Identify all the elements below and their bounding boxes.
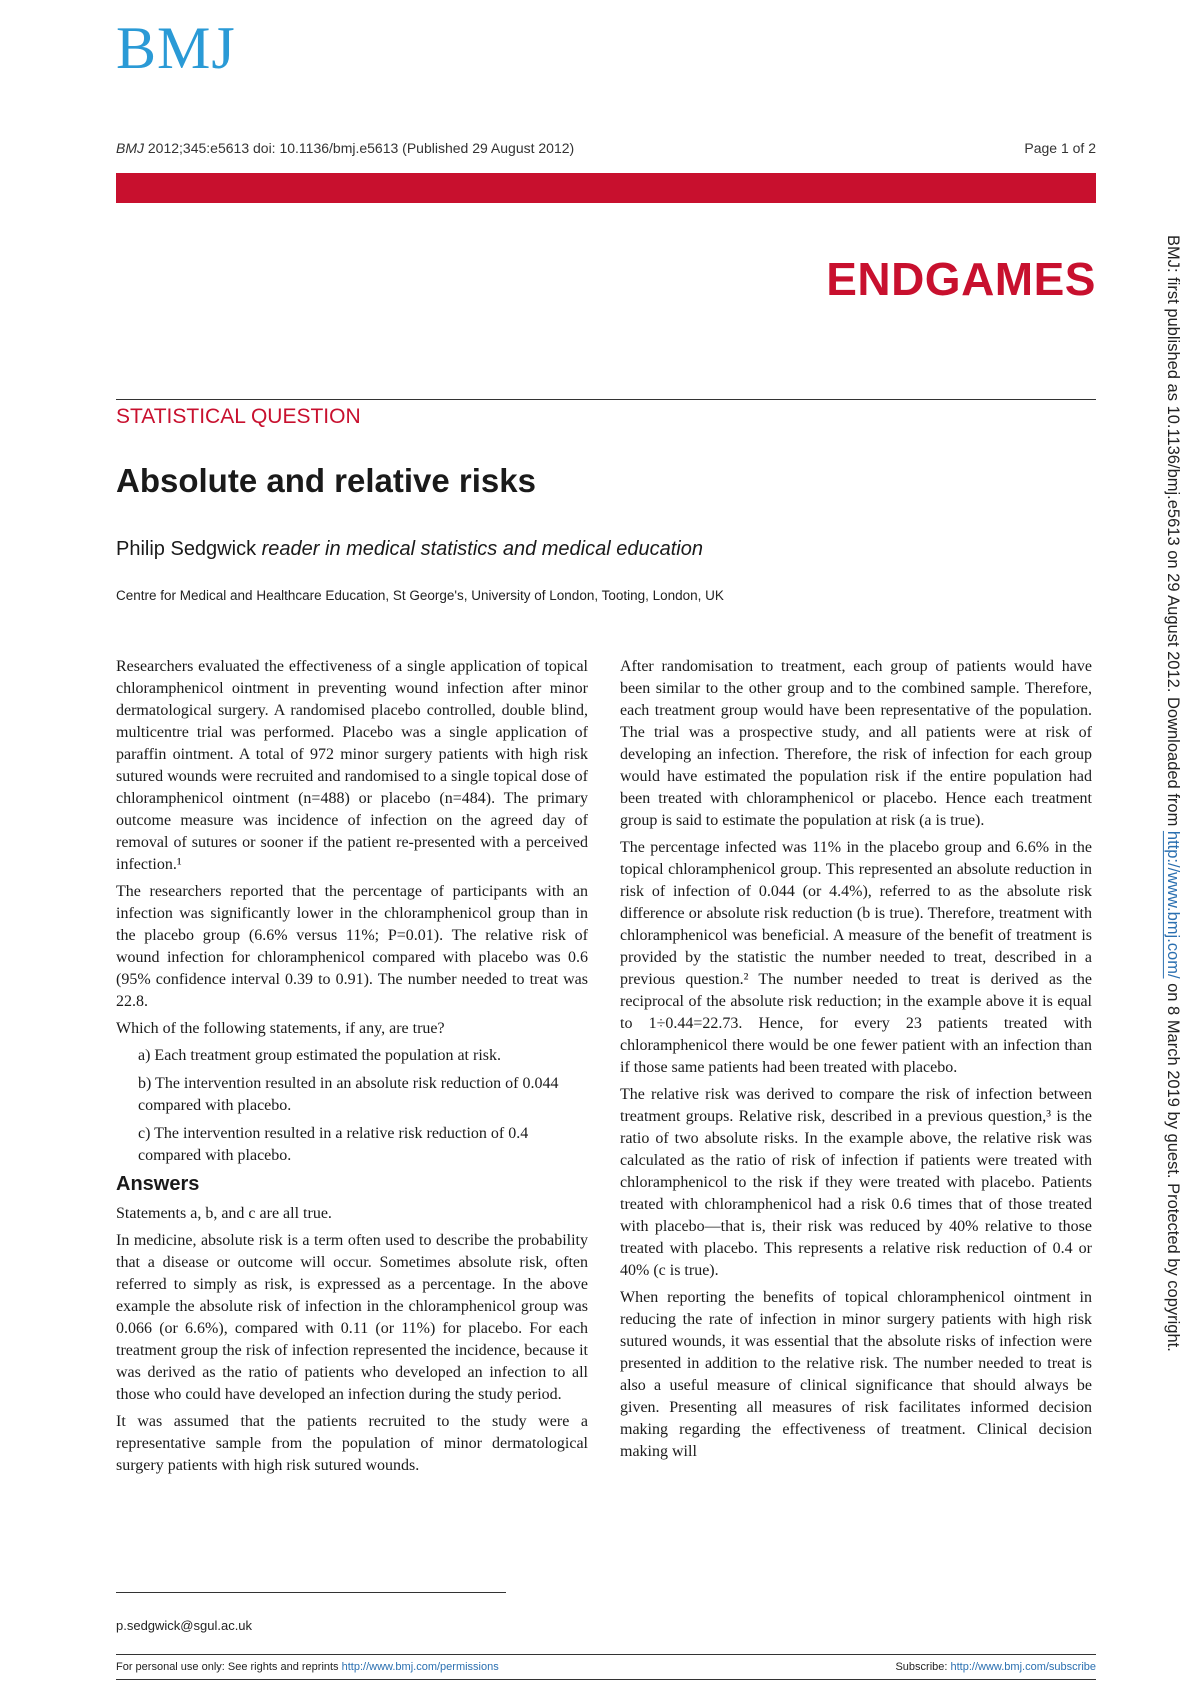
right-column xyxy=(620,656,1092,1468)
page-number: Page 1 of 2 xyxy=(1024,140,1096,156)
author-name: Philip Sedgwick xyxy=(116,538,262,560)
article-title: Absolute and relative risks xyxy=(116,462,536,499)
bmj-home-link[interactable]: http://www.bmj.com/ xyxy=(1164,830,1182,979)
body-paragraph: The relative risk was derived to compare the risk of infection between treatment groups. Relative risk, described in a previous question,³ is the ratio of two absolute risks. In the example above, the relative risk was calculated as the ratio of risk of infection if patients were treated with chloramphenicol to the risk if they were treated with placebo. Patients treated with chloramphenicol had a risk 0.6 times that of those treated with placebo—that is, their risk was reduced by 40% relative to those treated with placebo. This represents a relative risk reduction of 0.4 or 40% (c is true). xyxy=(620,1086,1092,1279)
left-column xyxy=(116,656,588,1482)
statement-b: b) The intervention resulted in an absolute risk reduction of 0.044 compared with placebo. xyxy=(138,1075,559,1114)
citation-text: 2012;345:e5613 doi: 10.1136/bmj.e5613 (Published 29 August 2012) xyxy=(144,140,575,156)
statement-c: c) The intervention resulted in a relative risk reduction of 0.4 compared with placebo. xyxy=(138,1125,529,1164)
permissions-link[interactable]: http://www.bmj.com/permissions xyxy=(341,1661,499,1673)
citation-line xyxy=(116,140,1096,156)
body-paragraph: In medicine, absolute risk is a term often used to describe the probability that a disease or outcome will occur. Sometimes absolute risk, often referred to simply as risk, is expressed as a percentage. In the above example the absolute risk of infection in the chloramphenicol group was 0.066 (or 6.6%), compared with 0.11 (or 11%) for placebo. For each treatment group the risk of infection represented the incidence, because it was derived as the ratio of patients who developed an infection to all those who could have developed an infection during the study period. xyxy=(116,1232,588,1403)
journal-name: BMJ xyxy=(116,140,144,156)
footer-subscribe xyxy=(895,1655,1096,1679)
body-paragraph: The researchers reported that the percentage of participants with an infection was significantly lower in the chloramphenicol group than in the placebo group (6.6% versus 11%; P=0.01). The relative risk of wound infection for chloramphenicol compared with placebo was 0.6 (95% confidence interval 0.39 to 0.91). The number needed to treat was 22.8. xyxy=(116,883,588,1010)
subscribe-link[interactable]: http://www.bmj.com/subscribe xyxy=(950,1661,1096,1673)
author-line xyxy=(116,538,703,561)
section-divider xyxy=(116,399,1096,400)
statement-a: a) Each treatment group estimated the population at risk. xyxy=(138,1047,501,1064)
question-prompt: Which of the following statements, if any, are true? xyxy=(116,1020,445,1037)
answers-heading: Answers xyxy=(116,1173,200,1195)
footer-subscribe-text: Subscribe: xyxy=(895,1661,951,1673)
body-paragraph: Researchers evaluated the effectiveness of a single application of topical chloramphenicol ointment in preventing wound infection after minor dermatological surgery. A randomised placebo controlled, double blind, multicentre trial was performed. Placebo was a single application of paraffin ointment. A total of 972 minor surgery patients with high risk sutured wounds were recruited and randomised to a single topical dose of chloramphenicol ointment (n=488) or placebo (n=484). The primary outcome measure was incidence of infection on the agreed day of removal of sutures or sooner if the patient re-presented with a perceived infection.¹ xyxy=(116,658,588,873)
bmj-logo: BMJ xyxy=(116,15,236,81)
answers-summary: Statements a, b, and c are all true. xyxy=(116,1205,332,1222)
body-paragraph: After randomisation to treatment, each group of patients would have been similar to the other group and to the combined sample. Therefore, each treatment group would have been representative of the population. The trial was a prospective study, and all patients were at risk of developing an infection. Therefore, the risk of infection for each group would have estimated the population risk if the entire population had been treated with chloramphenicol or placebo. Hence each treatment group is said to estimate the population at risk (a is true). xyxy=(620,658,1092,829)
author-role: reader in medical statistics and medical education xyxy=(261,538,703,560)
body-paragraph: The percentage infected was 11% in the placebo group and 6.6% in the topical chloramphenicol group. This represented an absolute reduction in risk of infection of 0.044 (or 4.4%), referred to as the absolute risk difference or absolute risk reduction (b is true). Therefore, treatment with chloramphenicol was beneficial. A measure of the benefit of treatment is provided by the statistic the number needed to treat, described in a previous question.² The number needed to treat is derived as the reciprocal of the absolute risk reduction; in the example above it is equal to 1÷0.44=22.73. Hence, for every 23 patients treated with chloramphenicol there would be one fewer patient with an infection than if those same patients had been treated with placebo. xyxy=(620,839,1092,1076)
header-red-bar xyxy=(116,173,1096,203)
body-paragraph: It was assumed that the patients recruited to the study were a representative sample from the population of minor dermatological surgery patients with high risk sutured wounds. xyxy=(116,1413,588,1474)
sidebar-text-after: on 8 March 2019 by guest. Protected by copyright. xyxy=(1164,978,1182,1352)
section-heading: ENDGAMES xyxy=(826,253,1096,305)
author-email[interactable]: p.sedgwick@sgul.ac.uk xyxy=(116,1618,253,1633)
sidebar-text-before: BMJ: first published as 10.1136/bmj.e5613 on 29 August 2012. Downloaded from xyxy=(1164,235,1182,831)
page-footer xyxy=(116,1654,1096,1680)
author-affiliation: Centre for Medical and Healthcare Education, St George's, University of London, Tooting, London, UK xyxy=(116,588,724,603)
article-category: STATISTICAL QUESTION xyxy=(116,405,361,428)
body-paragraph: When reporting the benefits of topical chloramphenicol ointment in reducing the rate of infection in minor surgery patients with high risk sutured wounds, it was essential that the absolute risks of infection were presented in addition to the relative risk. The number needed to treat is also a useful measure of clinical significance that should always be given. Presenting all measures of risk facilitates informed decision making regarding the effectiveness of treatment. Clinical decision making will xyxy=(620,1289,1092,1460)
footer-rights xyxy=(116,1655,499,1679)
copyright-sidebar xyxy=(1163,235,1182,1352)
footnote-divider xyxy=(116,1592,506,1593)
footer-rights-text: For personal use only: See rights and reprints xyxy=(116,1661,342,1673)
